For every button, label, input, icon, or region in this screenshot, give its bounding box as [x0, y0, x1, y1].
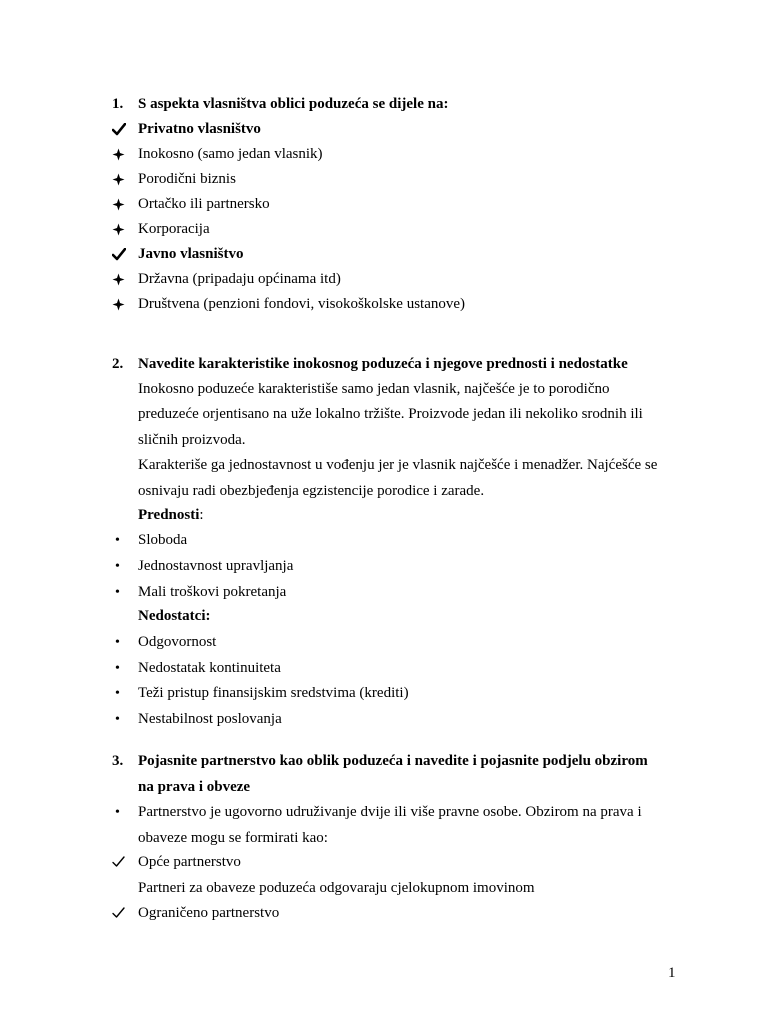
private-item: Inokosno (samo jedan vlasnik)	[138, 146, 323, 162]
round-bullet-icon: •	[115, 559, 120, 574]
round-bullet-icon: •	[115, 661, 120, 676]
diamond-bullet-icon	[112, 267, 136, 292]
round-bullet-icon: •	[115, 585, 120, 600]
paragraph-text: sličnih proizvoda.	[138, 432, 246, 448]
private-ownership-title: Privatno vlasništvo	[138, 121, 261, 137]
private-item: Ortačko ili partnersko	[138, 196, 270, 212]
section3-heading: Pojasnite partnerstvo kao oblik poduzeća i navedite i pojasnite podjelu obzirom	[138, 753, 648, 769]
paragraph-text: preduzeće orjentisano na uže lokalno tržište. Proizvode jedan ili nekoliko srodnih ili	[138, 406, 643, 422]
general-partnership-desc: Partneri za obaveze poduzeća odgovaraju cjelokupnom imovinom	[138, 880, 535, 896]
disadvantage-item: Odgovornost	[138, 634, 217, 650]
round-bullet-icon: •	[115, 712, 120, 727]
diamond-bullet-icon	[112, 192, 136, 217]
section1-heading: S aspekta vlasništva oblici poduzeća se dijele na:	[138, 96, 449, 112]
diamond-bullet-icon	[112, 142, 136, 167]
check-icon	[112, 850, 136, 875]
disadvantages-title: Nedostatci:	[138, 608, 211, 624]
public-item: Društvena (penzioni fondovi, visokoškolske ustanove)	[138, 296, 466, 312]
limited-partnership: Ograničeno partnerstvo	[138, 905, 280, 921]
disadvantage-item: Teži pristup finansijskim sredstvima (krediti)	[138, 685, 409, 701]
section2-heading: Navedite karakteristike inokosnog poduzeća i njegove prednosti i nedostatke	[138, 356, 628, 372]
section2-number: 2.	[112, 356, 124, 372]
check-icon	[112, 901, 136, 926]
advantage-item: Mali troškovi pokretanja	[138, 584, 287, 600]
partnership-text: Partnerstvo je ugovorno udruživanje dvije ili više pravne osobe. Obzirom na prava i	[138, 804, 642, 820]
general-partnership: Opće partnerstvo	[138, 854, 241, 870]
diamond-bullet-icon	[112, 292, 136, 317]
page-number: 1	[668, 965, 676, 981]
disadvantage-item: Nestabilnost poslovanja	[138, 711, 282, 727]
paragraph-text: Karakteriše ga jednostavnost u vođenju jer je vlasnik najčešće i menadžer. Najćešće se	[138, 457, 658, 473]
advantages-heading	[138, 503, 204, 528]
private-item: Korporacija	[138, 221, 210, 237]
paragraph-text: Inokosno poduzeće karakteristiše samo jedan vlasnik, najčešće je to porodično	[138, 381, 610, 397]
round-bullet-icon: •	[115, 635, 120, 650]
private-item: Porodični biznis	[138, 171, 236, 187]
check-bold-icon	[112, 242, 136, 267]
section3-heading: na prava i obveze	[138, 779, 251, 795]
check-bold-icon	[112, 117, 136, 142]
paragraph-text: osnivaju radi obezbjeđenja egzistencije porodice i zarade.	[138, 483, 485, 499]
advantage-item: Jednostavnost upravljanja	[138, 558, 294, 574]
advantage-item: Sloboda	[138, 532, 188, 548]
public-item: Državna (pripadaju općinama itd)	[138, 271, 341, 287]
public-ownership-title: Javno vlasništvo	[138, 246, 244, 262]
round-bullet-icon: •	[115, 805, 120, 820]
section1-number: 1.	[112, 96, 124, 112]
diamond-bullet-icon	[112, 167, 136, 192]
section3-number: 3.	[112, 753, 124, 769]
round-bullet-icon: •	[115, 533, 120, 548]
round-bullet-icon: •	[115, 686, 120, 701]
diamond-bullet-icon	[112, 217, 136, 242]
advantages-title: Prednosti	[138, 507, 200, 523]
advantages-colon: :	[199, 507, 204, 523]
disadvantage-item: Nedostatak kontinuiteta	[138, 660, 281, 676]
partnership-text: obaveze mogu se formirati kao:	[138, 830, 328, 846]
